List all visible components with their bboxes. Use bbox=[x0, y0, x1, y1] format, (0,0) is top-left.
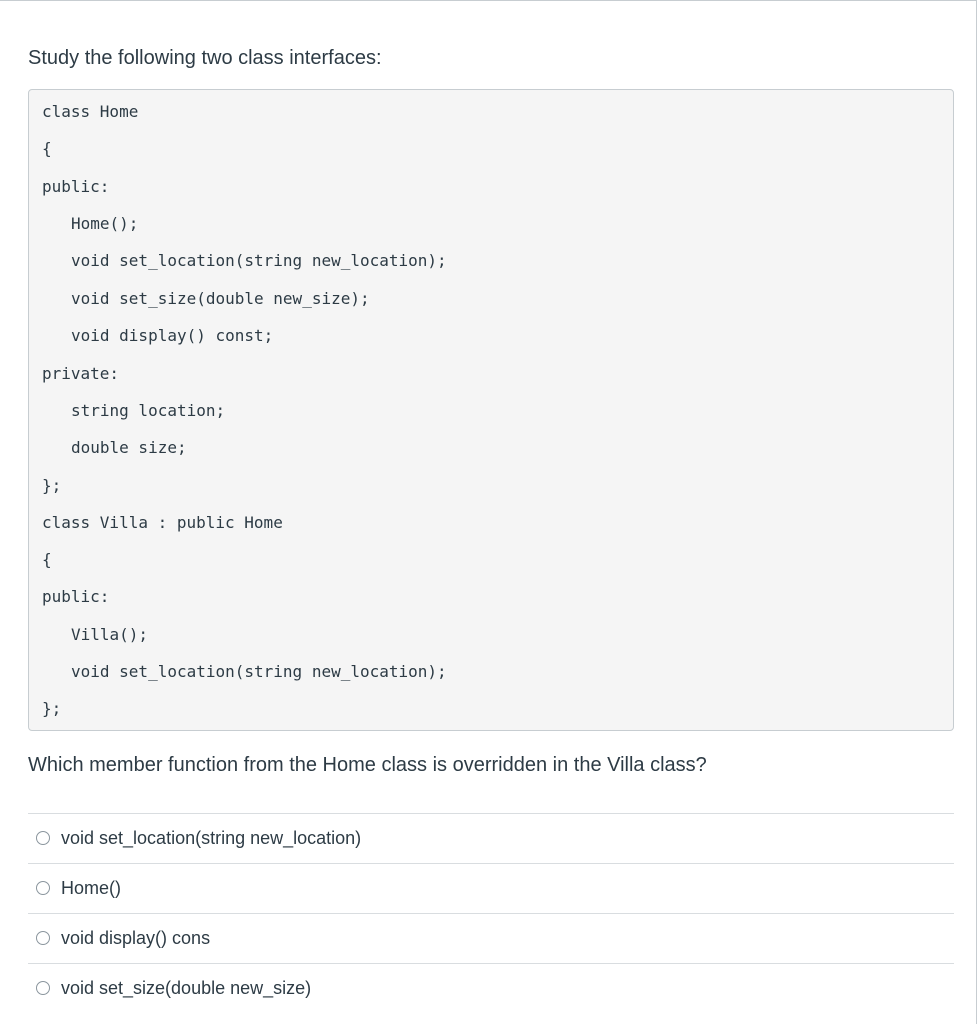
code-line: public: bbox=[42, 587, 110, 606]
code-line: { bbox=[42, 139, 52, 158]
code-line: void display() const; bbox=[71, 326, 274, 345]
answer-label[interactable]: Home() bbox=[61, 878, 122, 898]
radio-button[interactable] bbox=[36, 831, 50, 845]
answer-label[interactable]: void set_size(double new_size) bbox=[61, 978, 312, 998]
radio-button[interactable] bbox=[36, 881, 50, 895]
answer-option-3[interactable] bbox=[28, 913, 954, 963]
answer-label[interactable]: void set_location(string new_location) bbox=[61, 828, 362, 848]
code-line: class Home bbox=[42, 102, 139, 121]
code-line: }; bbox=[42, 476, 62, 495]
code-line: class Villa : public Home bbox=[42, 513, 283, 532]
code-line: public: bbox=[42, 177, 110, 196]
code-line: Villa(); bbox=[71, 625, 149, 644]
code-line: void set_location(string new_location); bbox=[71, 251, 447, 270]
radio-button[interactable] bbox=[36, 931, 50, 945]
question-text: Which member function from the Home class is overridden in the Villa class? bbox=[28, 754, 707, 776]
radio-button[interactable] bbox=[36, 981, 50, 995]
code-line: private: bbox=[42, 364, 120, 383]
code-line: void set_location(string new_location); bbox=[71, 662, 447, 681]
code-line: Home(); bbox=[71, 214, 139, 233]
code-line: double size; bbox=[71, 438, 187, 457]
answer-option-2[interactable] bbox=[28, 863, 954, 913]
code-line: string location; bbox=[71, 401, 226, 420]
answer-option-1[interactable] bbox=[28, 813, 954, 863]
code-block bbox=[28, 89, 954, 731]
answer-list bbox=[28, 813, 954, 1015]
code-line: { bbox=[42, 550, 52, 569]
answer-option-4[interactable] bbox=[28, 963, 954, 1015]
code-line: void set_size(double new_size); bbox=[71, 289, 370, 308]
question-intro: Study the following two class interfaces: bbox=[28, 47, 382, 69]
code-line: }; bbox=[42, 699, 62, 718]
answer-label[interactable]: void display() cons bbox=[61, 928, 211, 948]
